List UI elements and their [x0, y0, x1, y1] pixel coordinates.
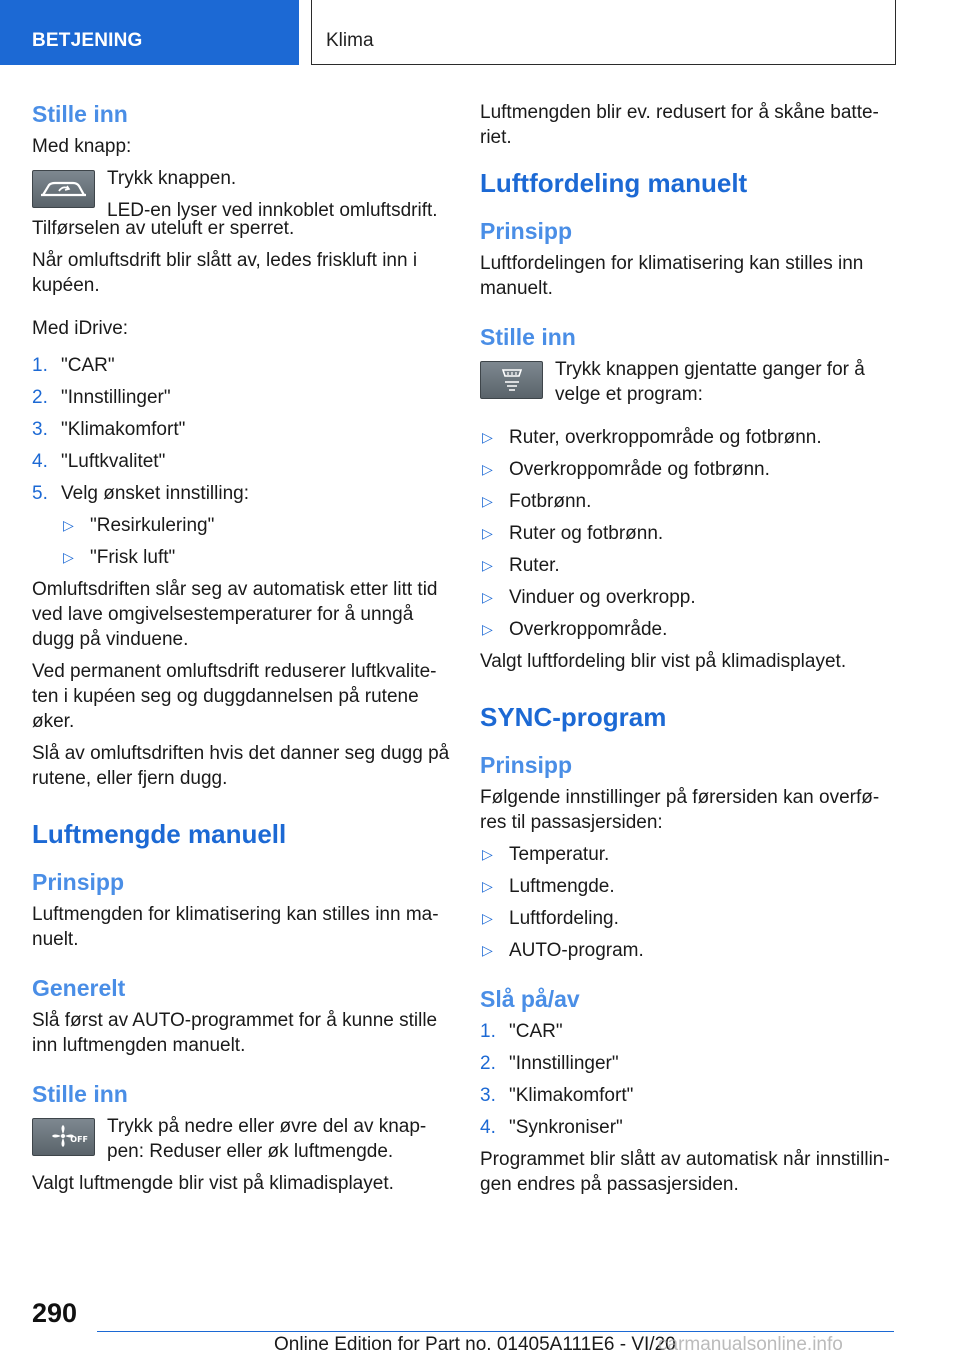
heading-prinsipp: Prinsipp: [480, 218, 573, 244]
sync-items: [480, 842, 900, 963]
with-idrive-label: Med iDrive:: [32, 318, 129, 339]
list-item: ▷ Vinduer og overkropp.: [482, 587, 696, 608]
distribution-programs: [480, 425, 900, 642]
paragraph: Slå først av AUTO-programmet for å kunne stille inn luftmengden manuelt.: [32, 1010, 438, 1056]
heading-prinsipp: Prinsipp: [480, 752, 573, 778]
list-item: 1. "CAR": [32, 355, 115, 376]
list-item: ▷ Ruter og fotbrønn.: [482, 523, 664, 544]
heading-generelt: Generelt: [32, 975, 126, 1001]
paragraph: Når omluftsdrift blir slått av, ledes friskluft inn i kupéen.: [32, 250, 418, 296]
list-item: 1. "CAR": [480, 1021, 563, 1042]
heading-sync: SYNC-program: [480, 702, 667, 732]
chapter-tab: [311, 0, 896, 65]
paragraph: Tilførselen av uteluft er sperret.: [32, 218, 295, 239]
distribution-instruction: [480, 357, 900, 407]
setting-options: [61, 513, 452, 570]
fan-button-icon: [32, 1118, 95, 1156]
paragraph: Valgt luftmengde blir vist på klimadisplayet.: [32, 1173, 394, 1194]
list-item: ▷ Luftfordeling.: [482, 908, 619, 929]
left-column: [32, 100, 452, 1203]
paragraph: Ved permanent omluftsdrift reduserer luftkvalite-ten i kupéen seg og duggdannelsen på rutene øker.: [32, 661, 437, 732]
list-item: 3. "Klimakomfort": [32, 419, 186, 440]
right-column: [480, 100, 900, 1204]
list-item: ▷ Overkroppområde og fotbrønn.: [482, 459, 770, 480]
list-item: 2. "Innstillinger": [32, 387, 171, 408]
heading-stille-inn-airflow: Stille inn: [32, 1081, 128, 1107]
list-item: 4. "Luftkvalitet": [32, 451, 166, 472]
watermark: carmanualsonline.info: [658, 1334, 843, 1355]
off-label: OFF: [70, 1135, 88, 1144]
list-item: ▷ Overkroppområde.: [482, 619, 668, 640]
heading-luftmengde: Luftmengde manuell: [32, 819, 287, 849]
recirculation-instruction: [32, 166, 452, 223]
list-item: ▷ "Resirkulering": [63, 515, 215, 536]
list-item: ▷ Ruter.: [482, 555, 560, 576]
recirculation-button-icon: [32, 170, 95, 208]
heading-stille-inn-recirculation: Stille inn: [32, 101, 128, 127]
section-tab: [0, 0, 299, 65]
airflow-instruction: [32, 1114, 452, 1164]
paragraph: Luftmengden for klimatisering kan stilles inn ma-nuelt.: [32, 904, 439, 950]
paragraph: Omluftsdriften slår seg av automatisk etter litt tid ved lave omgivelsestemperaturer for å unngå dugg på vinduene.: [32, 579, 438, 650]
heading-luftfordeling: Luftfordeling manuelt: [480, 168, 748, 198]
list-item: 5. Velg ønsket innstilling:: [32, 483, 249, 504]
idrive-steps: [32, 353, 452, 506]
led-text: LED-en lyser ved innkoblet omluftsdrift.: [107, 200, 438, 221]
list-item: 2. "Innstillinger": [480, 1053, 619, 1074]
edition-text: Online Edition for Part no. 01405A111E6 - VI/20: [274, 1334, 676, 1355]
with-button-label: Med knapp:: [32, 136, 132, 157]
section-title: BETJENING: [32, 30, 143, 51]
paragraph: Luftfordelingen for klimatisering kan stilles inn manuelt.: [480, 253, 864, 299]
list-item: ▷ Fotbrønn.: [482, 491, 592, 512]
paragraph: Valgt luftfordeling blir vist på klimadisplayet.: [480, 651, 847, 672]
paragraph: Luftmengden blir ev. redusert for å skåne batte-riet.: [480, 102, 879, 148]
press-fan-text: Trykk på nedre eller øvre del av knap-pen: Reduser eller øk luftmengde.: [107, 1116, 427, 1162]
press-button-text: Trykk knappen.: [107, 168, 237, 189]
list-item: ▷ AUTO-program.: [482, 940, 644, 961]
air-distribution-button-icon: [480, 361, 543, 399]
list-item: ▷ Temperatur.: [482, 844, 610, 865]
page-number: 290: [32, 1298, 78, 1328]
footer-divider: [97, 1331, 894, 1332]
chapter-title: Klima: [326, 30, 374, 51]
list-item: ▷ Ruter, overkroppområde og fotbrønn.: [482, 427, 822, 448]
heading-prinsipp: Prinsipp: [32, 869, 125, 895]
paragraph: Følgende innstillinger på førersiden kan overfø-res til passasjersiden:: [480, 787, 880, 833]
list-item: 4. "Synkroniser": [480, 1117, 623, 1138]
list-item: ▷ Luftmengde.: [482, 876, 615, 897]
heading-slaa-paa-av: Slå på/av: [480, 986, 580, 1012]
sync-steps: [480, 1019, 900, 1140]
paragraph: Programmet blir slått av automatisk når innstillin-gen endres på passasjersiden.: [480, 1149, 890, 1195]
heading-stille-inn-distribution: Stille inn: [480, 324, 576, 350]
list-item: 3. "Klimakomfort": [480, 1085, 634, 1106]
paragraph: Slå av omluftsdriften hvis det danner seg dugg på rutene, eller fjern dugg.: [32, 743, 450, 789]
press-repeatedly-text: Trykk knappen gjentatte ganger for å velge et program:: [555, 359, 865, 405]
list-item: ▷ "Frisk luft": [63, 547, 176, 568]
